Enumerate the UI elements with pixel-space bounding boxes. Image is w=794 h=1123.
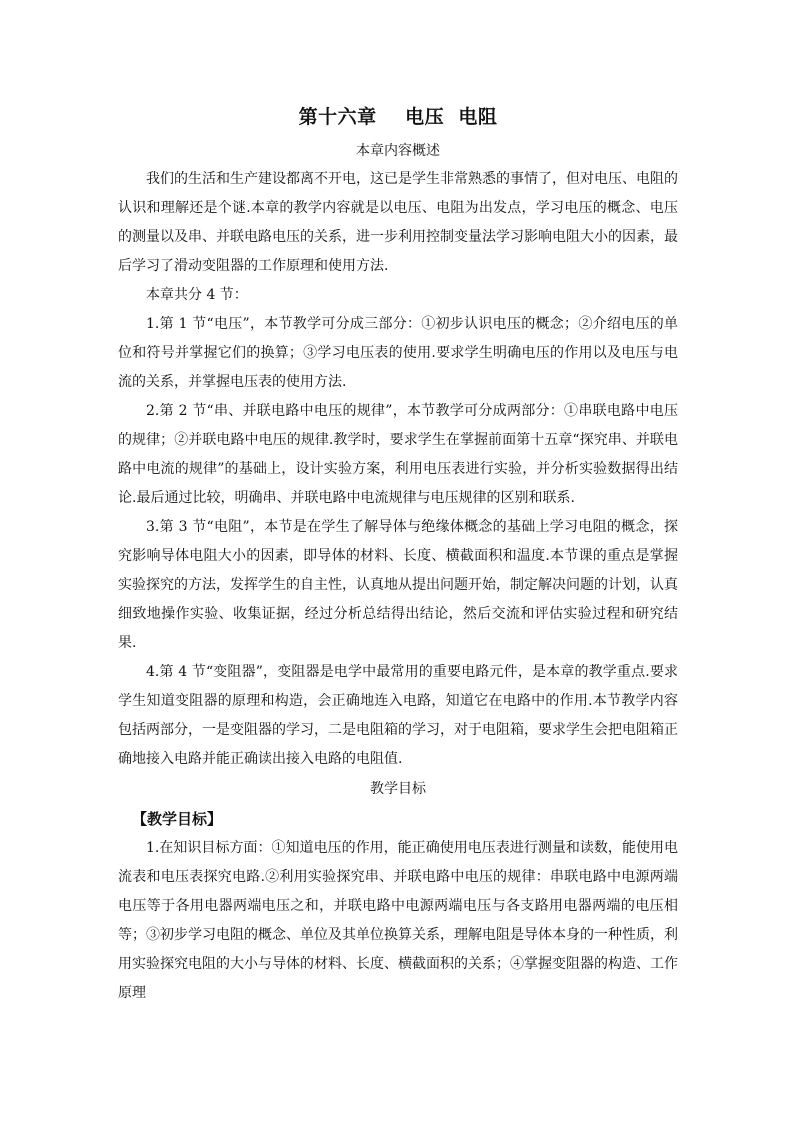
section-4-paragraph: 4.第 4 节“变阻器”，变阻器是电学中最常用的重要电路元件，是本章的教学重点.要求学生知道变阻器的原理和构造，会正确地连入电路，知道它在电路中的作用.本节教学内容包括两部分，一是变阻器的学习，二是电阻箱的学习，对于电阻箱，要求学生会把电阻箱正确地接入电路并能正确读出接入电路的电阻值. (118, 664, 678, 767)
goals-paragraph: 1.在知识目标方面：①知道电压的作用，能正确使用电压表进行测量和读数，能使用电流表和电压表探究电路.②利用实验探究串、并联电路中电压的规律：串联电路中电源两端电压等于各用电器两端电压之和，并联电路中电源两端电压与各支路用电器两端的电压相等；③初步学习电阻的概念、单位及其单位换算关系，理解电阻是导体本身的一种性质，利用实验探究电阻的大小与导体的材料、长度、横截面积的关系；④掌握变阻器的构造、工作原理 (118, 840, 678, 1001)
intro-paragraph: 我们的生活和生产建设都离不开电，这已是学生非常熟悉的事情了，但对电压、电阻的认识和理解还是个谜.本章的教学内容就是以电压、电阻为出发点，学习电压的概念、电压的测量以及串、并联电路电压的关系，进一步利用控制变量法学习影响电阻大小的因素，最后学习了滑动变阻器的工作原理和使用方法. (118, 171, 678, 274)
section-2-paragraph: 2.第 2 节“串、并联电路中电压的规律”，本节教学可分成两部分：①串联电路中电压的规律；②并联电路中电压的规律.教学时，要求学生在掌握前面第十五章“探究串、并联电路中电流的规律”的基础上，设计实验方案，利用电压表进行实验，并分析实验数据得出结论.最后通过比较，明确串、并联电路中电流规律与电压规律的区别和联系. (118, 403, 678, 506)
sections-count: 本章共分 4 节： (146, 287, 248, 303)
section-1-paragraph: 1.第 1 节“电压”，本节教学可分成三部分：①初步认识电压的概念；②介绍电压的单位和符号并掌握它们的换算；③学习电压表的使用.要求学生明确电压的作用以及电压与电流的关系，并掌握电压表的使用方法. (118, 316, 678, 390)
chapter-title: 第十六章 电压 电阻 (298, 106, 498, 128)
overview-heading: 本章内容概述 (356, 143, 440, 159)
goals-bracket-heading: 【教学目标】 (132, 810, 223, 828)
section-3-paragraph: 3.第 3 节“电阻”，本节是在学生了解导体与绝缘体概念的基础上学习电阻的概念，探究影响导体电阻大小的因素，即导体的材料、长度、横截面积和温度.本节课的重点是掌握实验探究的方法，发挥学生的自主性，认真地从提出问题开始，制定解决问题的计划，认真细致地操作实验、收集证据，经过分析总结得出结论，然后交流和评估实验过程和研究结果. (118, 519, 678, 651)
goals-heading: 教学目标 (370, 781, 426, 797)
document-body (118, 103, 678, 1008)
